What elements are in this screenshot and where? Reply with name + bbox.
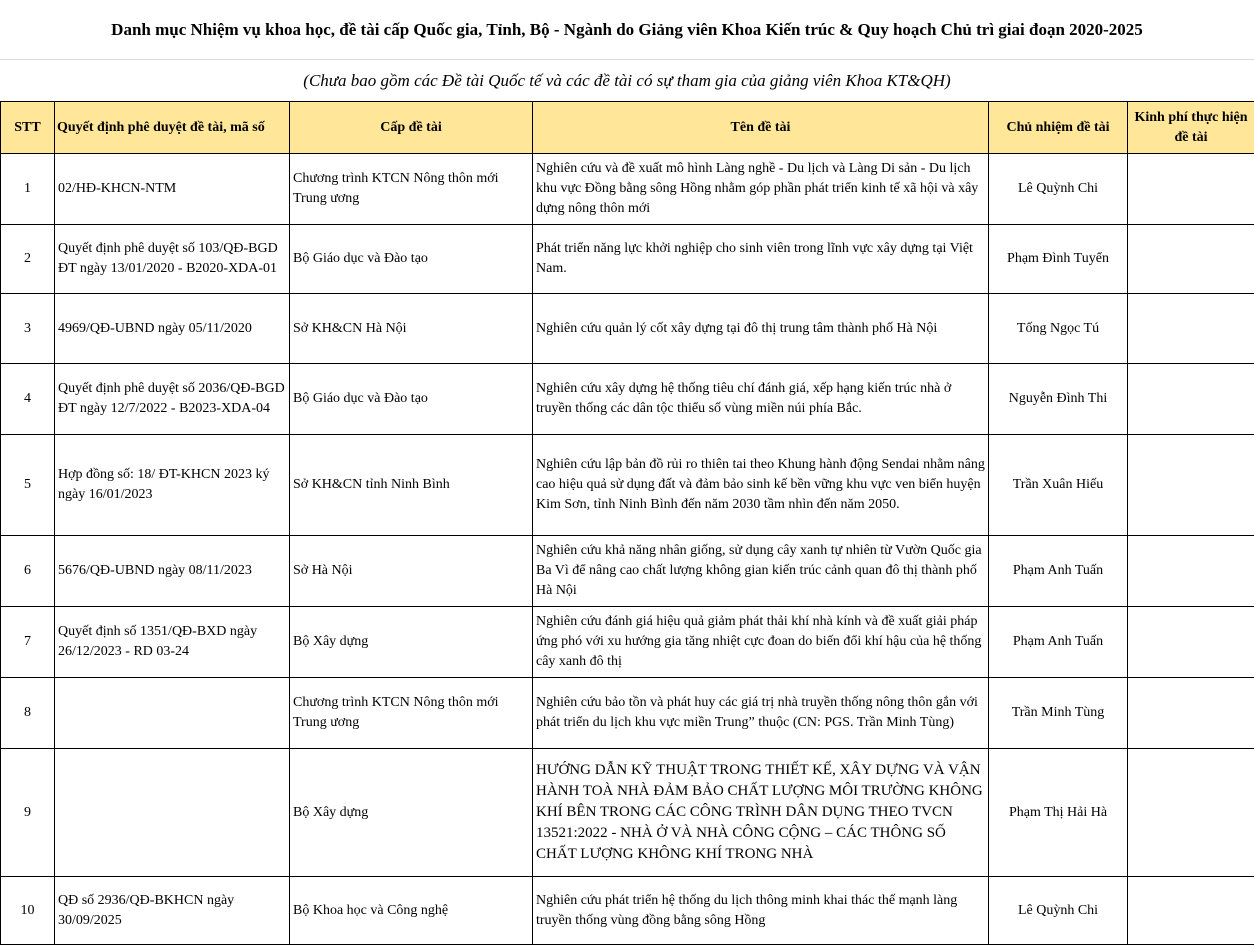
table-header-row	[1, 102, 1254, 154]
cell-leader: Lê Quỳnh Chi	[989, 877, 1128, 945]
cell-stt: 7	[1, 607, 55, 678]
cell-budget	[1128, 364, 1254, 435]
header-budget: Kinh phí thực hiện đề tài	[1128, 102, 1254, 154]
cell-name: HƯỚNG DẪN KỸ THUẬT TRONG THIẾT KẾ, XÂY DỰNG VÀ VẬN HÀNH TOÀ NHÀ ĐẢM BẢO CHẤT LƯỢNG MÔI TRƯỜNG KHÔNG KHÍ BÊN TRONG CÁC CÔNG TRÌNH DÂN DỤNG THEO TVCN 13521:2022 - NHÀ Ở VÀ NHÀ CÔNG CỘNG – CÁC THÔNG SỐ CHẤT LƯỢNG KHÔNG KHÍ TRONG NHÀ	[533, 749, 989, 877]
cell-stt: 4	[1, 364, 55, 435]
cell-budget	[1128, 536, 1254, 607]
cell-decision: Quyết định số 1351/QĐ-BXD ngày 26/12/2023 - RD 03-24	[55, 607, 290, 678]
cell-leader: Lê Quỳnh Chi	[989, 154, 1128, 225]
cell-name: Nghiên cứu phát triển hệ thống du lịch thông minh khai thác thế mạnh làng truyền thống vùng đồng bằng sông Hồng	[533, 877, 989, 945]
header-decision: Quyết định phê duyệt đề tài, mã số	[55, 102, 290, 154]
cell-leader: Trần Minh Tùng	[989, 678, 1128, 749]
cell-stt: 1	[1, 154, 55, 225]
table-row	[1, 678, 1254, 749]
cell-leader: Phạm Thị Hải Hà	[989, 749, 1128, 877]
cell-level: Bộ Xây dựng	[290, 749, 533, 877]
document-title: Danh mục Nhiệm vụ khoa học, đề tài cấp Quốc gia, Tỉnh, Bộ - Ngành do Giảng viên Khoa Kiến trúc & Quy hoạch Chủ trì giai đoạn 2020-2025	[0, 0, 1254, 60]
document-subtitle: (Chưa bao gồm các Đề tài Quốc tế và các đề tài có sự tham gia của giảng viên Khoa KT&QH)	[303, 70, 951, 90]
cell-decision: 5676/QĐ-UBND ngày 08/11/2023	[55, 536, 290, 607]
cell-budget	[1128, 435, 1254, 536]
cell-level: Sở KH&CN Hà Nội	[290, 294, 533, 364]
research-projects-table	[0, 101, 1254, 945]
cell-decision: Hợp đồng số: 18/ ĐT-KHCN 2023 ký ngày 16/01/2023	[55, 435, 290, 536]
table-row	[1, 536, 1254, 607]
cell-leader: Phạm Anh Tuấn	[989, 607, 1128, 678]
table-row	[1, 154, 1254, 225]
cell-level: Bộ Xây dựng	[290, 607, 533, 678]
table-row	[1, 225, 1254, 294]
cell-budget	[1128, 154, 1254, 225]
cell-budget	[1128, 678, 1254, 749]
cell-level: Chương trình KTCN Nông thôn mới Trung ương	[290, 154, 533, 225]
cell-decision	[55, 678, 290, 749]
cell-level: Chương trình KTCN Nông thôn mới Trung ương	[290, 678, 533, 749]
cell-leader: Trần Xuân Hiếu	[989, 435, 1128, 536]
cell-stt: 9	[1, 749, 55, 877]
cell-name: Phát triển năng lực khởi nghiệp cho sinh viên trong lĩnh vực xây dựng tại Việt Nam.	[533, 225, 989, 294]
table-row	[1, 877, 1254, 945]
cell-decision	[55, 749, 290, 877]
cell-leader: Phạm Đình Tuyển	[989, 225, 1128, 294]
table-row	[1, 607, 1254, 678]
cell-name: Nghiên cứu xây dựng hệ thống tiêu chí đánh giá, xếp hạng kiến trúc nhà ở truyền thống các dân tộc thiểu số vùng miền núi phía Bắc.	[533, 364, 989, 435]
cell-name: Nghiên cứu khả năng nhân giống, sử dụng cây xanh tự nhiên từ Vườn Quốc gia Ba Vì để nâng cao chất lượng không gian kiến trúc cảnh quan đô thị thành phố Hà Nội	[533, 536, 989, 607]
header-leader: Chủ nhiệm đề tài	[989, 102, 1128, 154]
cell-leader: Tống Ngọc Tú	[989, 294, 1128, 364]
cell-stt: 2	[1, 225, 55, 294]
cell-name: Nghiên cứu lập bản đồ rủi ro thiên tai theo Khung hành động Sendai nhằm nâng cao hiệu quả sử dụng đất và đảm bảo sinh kế bền vững khu vực ven biển huyện Kim Sơn, tỉnh Ninh Bình đến năm 2030 tầm nhìn đến năm 2050.	[533, 435, 989, 536]
cell-stt: 10	[1, 877, 55, 945]
header-level: Cấp đề tài	[290, 102, 533, 154]
cell-name: Nghiên cứu và đề xuất mô hình Làng nghề - Du lịch và Làng Di sản - Du lịch khu vực Đồng bằng sông Hồng nhằm góp phần phát triển kinh tế xã hội và xây dựng nông thôn mới	[533, 154, 989, 225]
cell-leader: Nguyễn Đình Thi	[989, 364, 1128, 435]
cell-decision: Quyết định phê duyệt số 103/QĐ-BGD ĐT ngày 13/01/2020 - B2020-XDA-01	[55, 225, 290, 294]
cell-decision: Quyết định phê duyệt số 2036/QĐ-BGD ĐT ngày 12/7/2022 - B2023-XDA-04	[55, 364, 290, 435]
cell-budget	[1128, 225, 1254, 294]
cell-level: Sở KH&CN tỉnh Ninh Bình	[290, 435, 533, 536]
cell-budget	[1128, 607, 1254, 678]
cell-level: Bộ Giáo dục và Đào tạo	[290, 225, 533, 294]
cell-budget	[1128, 749, 1254, 877]
cell-decision: QĐ số 2936/QĐ-BKHCN ngày 30/09/2025	[55, 877, 290, 945]
cell-stt: 8	[1, 678, 55, 749]
cell-budget	[1128, 877, 1254, 945]
header-name: Tên đề tài	[533, 102, 989, 154]
table-row	[1, 364, 1254, 435]
table-row	[1, 749, 1254, 877]
cell-level: Sở Hà Nội	[290, 536, 533, 607]
cell-level: Bộ Giáo dục và Đào tạo	[290, 364, 533, 435]
cell-stt: 5	[1, 435, 55, 536]
cell-level: Bộ Khoa học và Công nghệ	[290, 877, 533, 945]
cell-stt: 6	[1, 536, 55, 607]
table-row	[1, 435, 1254, 536]
cell-name: Nghiên cứu bảo tồn và phát huy các giá trị nhà truyền thống nông thôn gắn với phát triển du lịch khu vực miền Trung” thuộc (CN: PGS. Trần Minh Tùng)	[533, 678, 989, 749]
cell-leader: Phạm Anh Tuấn	[989, 536, 1128, 607]
cell-name: Nghiên cứu quản lý cốt xây dựng tại đô thị trung tâm thành phố Hà Nội	[533, 294, 989, 364]
cell-stt: 3	[1, 294, 55, 364]
table-row	[1, 294, 1254, 364]
cell-name: Nghiên cứu đánh giá hiệu quả giảm phát thải khí nhà kính và đề xuất giải pháp ứng phó với xu hướng gia tăng nhiệt cực đoan do biến đổi khí hậu của hệ thống cây xanh đô thị	[533, 607, 989, 678]
cell-decision: 4969/QĐ-UBND ngày 05/11/2020	[55, 294, 290, 364]
cell-decision: 02/HĐ-KHCN-NTM	[55, 154, 290, 225]
header-stt: STT	[1, 102, 55, 154]
cell-budget	[1128, 294, 1254, 364]
